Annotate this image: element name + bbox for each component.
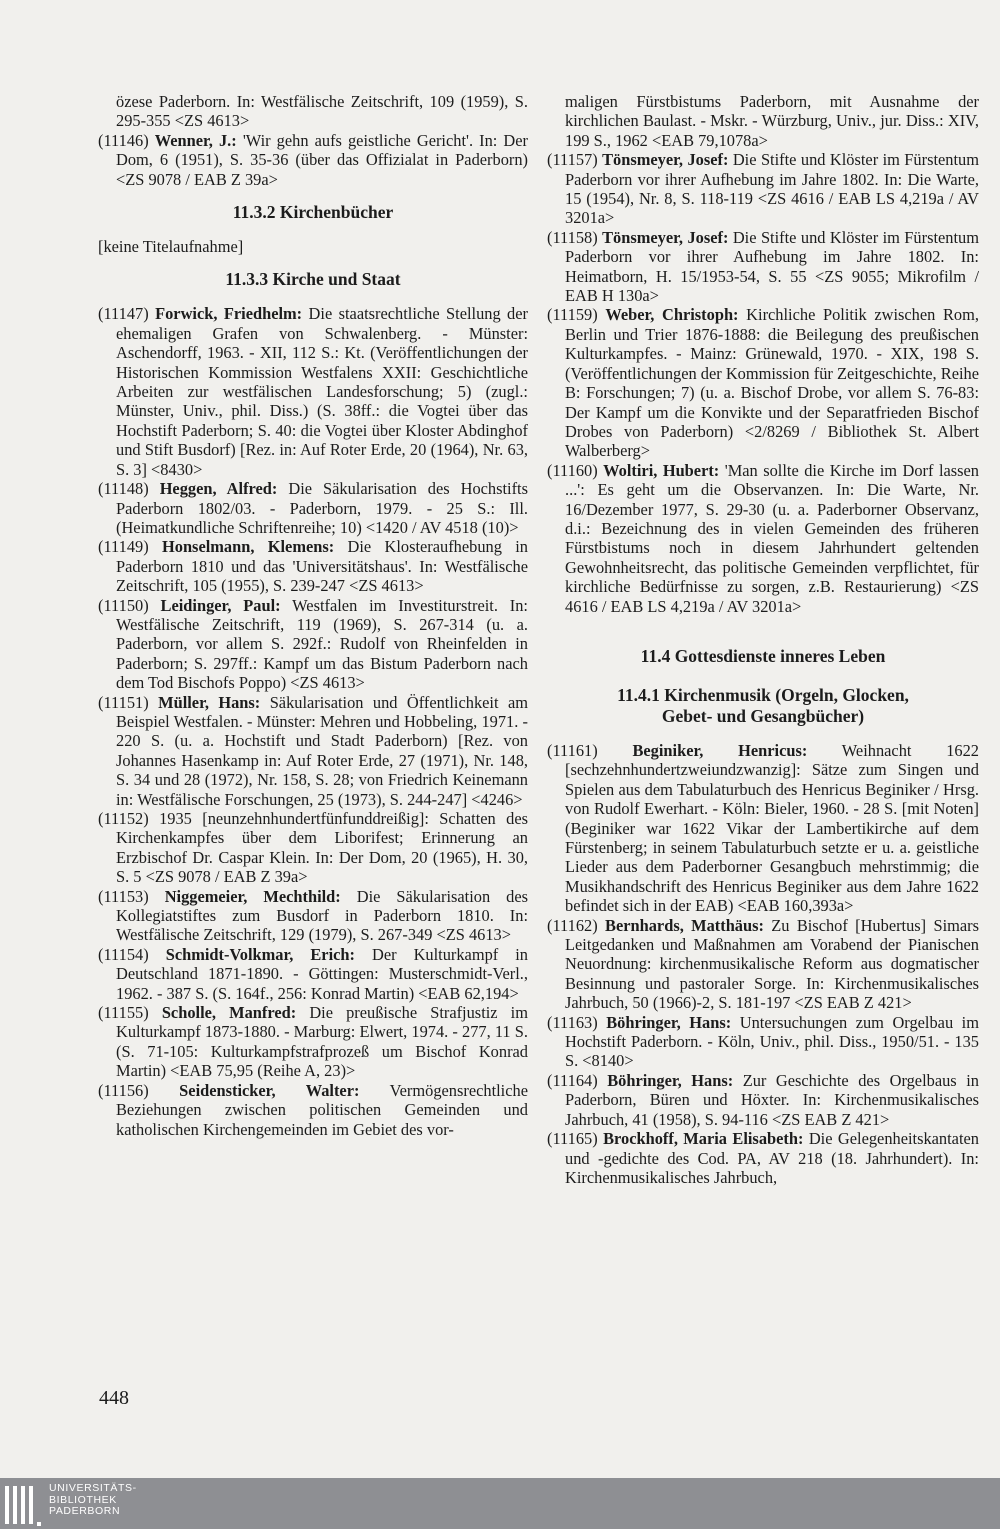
entry-number: (11161): [547, 740, 598, 760]
entry-author: Böhringer, Hans:: [607, 1070, 734, 1090]
entry-number: (11162): [547, 915, 598, 935]
entry-author: Seidensticker, Walter:: [179, 1080, 360, 1100]
entry-11163: [547, 1013, 979, 1071]
entry-11154: [98, 945, 528, 1003]
entry-11161: [547, 741, 979, 916]
entry-text: Die staatsrechtliche Stellung der ehemaligen Grafen von Schwalenberg. - Münster: Aschendorff, 1963. - XII, 112 S.: Kt. (Veröffentlichungen der Historischen Kommission Westfalens XXII: Geschichtliche Arbeiten zur westfälischen Landesforschung; 5) (zugl.: Münster, Univ., phil. Diss.) (S. 38ff.: die Vogtei über das Hochstift Paderborn; S. 40: die Vogtei über Kloster Abdinghof und Stift Busdorf) [Rez. in: Auf Roter Erde, 20 (1964), Nr. 63, S. 3] <8430>: [116, 304, 528, 479]
library-name-line1: UNIVERSITÄTS-: [49, 1482, 137, 1494]
entry-number: (11154): [98, 944, 149, 964]
entry-text: Die Stifte und Klöster im Fürstentum Paderborn vor ihrer Aufhebung im Jahre 1802. In: Heimatborn, H. 15/1953-54, S. 55 <ZS 9055; Mikrofilm / EAB H 130a>: [565, 227, 979, 306]
entry-number: (11151): [98, 692, 149, 712]
library-logo-icon: [3, 1482, 43, 1528]
library-name: [49, 1483, 137, 1518]
entry-11153: [98, 887, 528, 945]
entry-11159: [547, 305, 979, 460]
entry-continuation: maligen Fürstbistums Paderborn, mit Ausnahme der kirchlichen Baulast. - Mskr. - Würzburg, Univ., jur. Diss.: XIV, 199 S., 1962 <EAB 79,1078a>: [565, 92, 979, 150]
entry-author: Tönsmeyer, Josef:: [602, 227, 729, 247]
entry-number: (11157): [547, 150, 598, 170]
entry-text: 'Man sollte die Kirche im Dorf lassen ...': Es geht um die Observanzen. In: Die Warte, Nr. 16/Dezember 1977, S. 29-30 (u. a. Paderborner Observanz, d.i.: Bezeichnung des in vielen Gemeinden des früheren Fürstbistums noch in diesem Jahrhundert geltenden Gewohnheitsrecht, das politische Gemeinden verpflichtet, für kirchliche Bedürfnisse zu sorgen, z.B. Restaurierung) <ZS 4616 / EAB LS 4,219a / AV 3201a>: [565, 460, 979, 616]
entry-number: (11155): [98, 1003, 149, 1023]
entry-author: Woltiri, Hubert:: [603, 460, 720, 480]
entry-number: (11159): [547, 305, 598, 325]
entry-author: Heggen, Alfred:: [159, 479, 278, 499]
entry-11160: [547, 461, 979, 616]
entry-author: Böhringer, Hans:: [606, 1012, 732, 1032]
entry-number: (11152): [98, 809, 149, 828]
entry-author: Weber, Christoph:: [605, 305, 739, 325]
section-heading-11-3-2: 11.3.2 Kirchenbücher: [232, 202, 394, 223]
entry-number: (11153): [98, 886, 149, 906]
entry-number: (11149): [98, 537, 149, 557]
right-column: [547, 92, 979, 1187]
entry-11148: [98, 479, 528, 537]
entry-text: Untersuchungen zum Orgelbau im Hochstift Paderborn. - Köln, Univ., phil. Diss., 1950/51. - 135 S. <8140>: [565, 1012, 979, 1071]
entry-text: Vermögensrechtliche Beziehungen zwischen politischen Gemeinden und katholischen Kirchengemeinden im Gebiet des vor-: [116, 1080, 528, 1139]
entry-number: (11150): [98, 595, 149, 615]
entry-text: Die Klosteraufhebung in Paderborn 1810 und das 'Universitätshaus'. In: Westfälische Zeitschrift, 105 (1955), S. 239-247 <ZS 4613>: [116, 537, 528, 596]
entry-text: Die preußische Strafjustiz im Kulturkampf 1873-1880. - Marburg: Elwert, 1974. - 277, 11 S. (S. 71-105: Kulturkampfstrafprozeß um Bischof Konrad Martin) <EAB 75,95 (Reihe A, 23)>: [116, 1003, 528, 1081]
entry-number: (11164): [547, 1070, 598, 1090]
entry-text: Der Kulturkampf in Deutschland 1871-1890. - Göttingen: Musterschmidt-Verl., 1962. - 387 S. (S. 164f., 256: Konrad Martin) <EAB 62,194>: [116, 944, 528, 1003]
entry-author: Forwick, Friedhelm:: [155, 304, 303, 324]
entry-text: Die Säkularisation des Hochstifts Paderborn 1802/03. - Paderborn, 1979. - 25 S.: Ill. (Heimatkundliche Schriftenreihe; 10) <1420 / AV 4518 (10)>: [116, 479, 528, 537]
entry-author: Niggemeier, Mechthild:: [164, 886, 341, 906]
entry-continuation: özese Paderborn. In: Westfälische Zeitschrift, 109 (1959), S. 295-355 <ZS 4613>: [116, 92, 528, 131]
entry-11151: [98, 693, 528, 809]
section-heading-11-3-3: 11.3.3 Kirche und Staat: [225, 269, 401, 290]
entry-text: Zu Bischof [Hubertus] Simars Leitgedanken und Maßnahmen am Vorabend der Pianischen Neuordnung: kirchenmusikalische Reform aus dogmatischer Besinnung und pastoraler Sorge. In: Kirchenmusikalisches Jahrbuch, 50 (1966)-2, S. 181-197 <ZS EAB Z 421>: [565, 915, 979, 1013]
library-footer-bar: [0, 1478, 1000, 1529]
section-note: [keine Titelaufnahme]: [98, 237, 244, 257]
entry-author: Beginiker, Henricus:: [632, 740, 808, 760]
entry-number: (11148): [98, 479, 149, 499]
left-column: [98, 92, 528, 1139]
entry-text: Säkularisation und Öffentlichkeit am Beispiel Westfalen. - Münster: Mehren und Hobbeling, 1971. - 220 S. (u. a. Hochstift und Stadt Paderborn) [Rez. von Johannes Hasenkamp in: Auf Roter Erde, 27 (1971), Nr. 148, S. 34 und 28 (1972), Nr. 158, S. 28; von Friedrich Keinemann in: Westfälische Forschungen, 25 (1973), S. 244-247] <4246>: [116, 692, 528, 809]
entry-text: 'Wir gehn aufs geistliche Gericht'. In: Der Dom, 6 (1951), S. 35-36 (über das Offizialat in Paderborn) <ZS 9078 / EAB Z 39a>: [116, 130, 528, 189]
entry-author: Honselmann, Klemens:: [162, 537, 335, 557]
library-name-line3: PADERBORN: [49, 1505, 121, 1517]
entry-11158: [547, 228, 979, 306]
section-heading-line2: Gebet- und Gesangbücher): [661, 705, 865, 726]
entry-author: Brockhoff, Maria Elisabeth:: [603, 1129, 804, 1149]
entry-author: Scholle, Manfred:: [161, 1003, 297, 1023]
entry-11162: [547, 916, 979, 1013]
page-number: 448: [99, 1387, 129, 1409]
entry-author: Tönsmeyer, Josef:: [602, 150, 729, 170]
entry-number: (11158): [547, 227, 598, 247]
entry-11156: [98, 1081, 528, 1139]
section-heading-line1: 11.4.1 Kirchenmusik (Orgeln, Glocken,: [617, 684, 909, 705]
entry-text: Zur Geschichte des Orgelbaus in Paderborn, Büren und Höxter. In: Kirchenmusikalisches Jahrbuch, 41 (1958), S. 94-116 <ZS EAB Z 421>: [565, 1070, 979, 1129]
entry-11147: [98, 304, 528, 479]
entry-author: Schmidt-Volkmar, Erich:: [165, 944, 355, 964]
entry-text: Kirchliche Politik zwischen Rom, Berlin und Trier 1876-1888: die Beilegung des preußischen Kulturkampfes. - Mainz: Grünewald, 1970. - XIX, 198 S. (Veröffentlichungen der Kommission für Zeitgeschichte, Reihe B: Forschungen; 7) (u. a. Bischof Drobe, vor allem S. 76-83: Der Kampf um die Konvikte und der Separatfrieden Bischof Drobes von Paderborn) <2/8269 / Bibliothek St. Albert Walberberg>: [565, 305, 979, 461]
entry-text: Westfalen im Investiturstreit. In: Westfälische Zeitschrift, 119 (1969), S. 267-314 (u. a. Paderborn, vor allem S. 292f.: Rudolf von Rheinfelden in Paderborn; S. 297ff.: Kampf um das Bistum Paderborn nach dem Tod Bischofs Poppo) <ZS 4613>: [116, 595, 528, 693]
entry-11150: [98, 596, 528, 693]
entry-author: Müller, Hans:: [158, 692, 261, 712]
entry-number: (11165): [547, 1129, 598, 1149]
entry-11152: [98, 809, 528, 887]
entry-number: (11147): [98, 304, 149, 324]
entry-number: (11146): [98, 130, 149, 150]
section-heading-11-4: 11.4 Gottesdienste inneres Leben: [640, 645, 886, 666]
section-heading-11-4-1: [547, 685, 979, 727]
entry-author: Bernhards, Matthäus:: [605, 915, 764, 935]
entry-text: Die Stifte und Klöster im Fürstentum Paderborn vor ihrer Aufhebung im Jahre 1802. In: Die Warte, 15 (1954), Nr. 8, S. 118-119 <ZS 4616 / EAB LS 4,219a / AV 3201a>: [565, 150, 979, 228]
entry-author: Leidinger, Paul:: [160, 595, 281, 615]
entry-author: Wenner, J.:: [154, 130, 237, 150]
entry-11149: [98, 537, 528, 595]
entry-number: (11163): [547, 1012, 598, 1032]
entry-number: (11160): [547, 460, 598, 480]
entry-text: Die Gelegenheitskantaten und -gedichte des Cod. PA, AV 218 (18. Jahrhundert). In: Kirchenmusikalisches Jahrbuch,: [565, 1129, 979, 1187]
entry-text: Die Säkularisation des Kollegiatstiftes zum Busdorf in Paderborn 1810. In: Westfälische Zeitschrift, 129 (1979), S. 267-349 <ZS 4613>: [116, 886, 529, 945]
entry-11157: [547, 150, 979, 228]
entry-11165: [547, 1129, 979, 1187]
entry-text: 1935 [neunzehnhundertfünfunddreißig]: Schatten des Kirchenkampfes über dem Liborifest; Erinnerung an Erzbischof Dr. Caspar Klein. In: Der Dom, 20 (1965), H. 30, S. 5 <ZS 9078 / EAB Z 39a>: [116, 809, 528, 887]
entry-11146: [98, 131, 528, 189]
entry-11164: [547, 1071, 979, 1129]
entry-number: (11156): [98, 1080, 149, 1100]
entry-text: Weihnacht 1622 [sechzehnhundertzweiundzwanzig]: Sätze zum Singen und Spielen aus dem Tabulaturbuch des Henricus Beginiker / Hrsg. von Rudolf Ewerhart. - Köln: Bieler, 1960. - 28 S. [mit Noten] (Beginiker war 1622 Vikar der Lambertikirche auf dem Fürstenberg; in seinem Tabulaturbuch setzte er u. a. geistliche Lieder aus dem Paderborner Gesangbuch mehrstimmig; die Musikhandschrift des Henricus Beginiker aus dem Jahre 1622 befindet sich in der EAB) <EAB 160,393a>: [565, 740, 979, 916]
entry-11155: [98, 1003, 528, 1081]
library-name-line2: BIBLIOTHEK: [49, 1493, 117, 1506]
